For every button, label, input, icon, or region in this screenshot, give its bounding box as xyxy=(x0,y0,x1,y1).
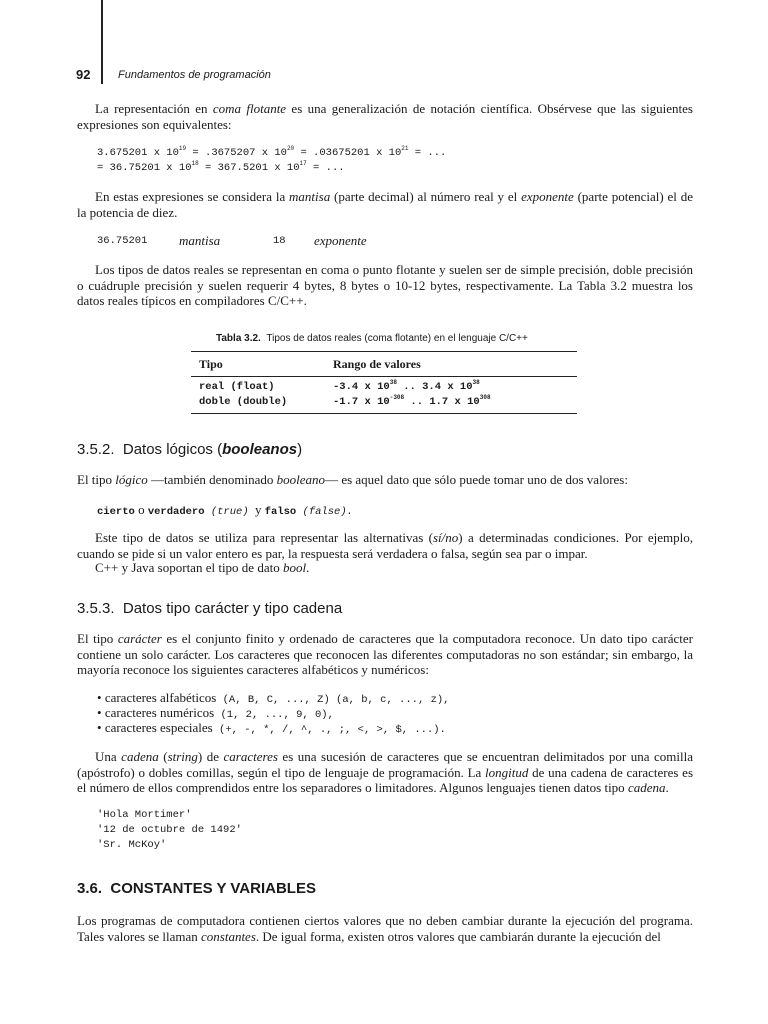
header-rule xyxy=(101,0,103,84)
example-mantissa-value: 36.75201 xyxy=(97,235,148,247)
table-row-type: real (float) xyxy=(199,381,275,393)
paragraph-constants: Los programas de computadora contienen ciertos valores que no deben cambiar durante la ejecución del programa. Tales valores se llaman constantes. De igual forma, existen otros valores que cambiarán durante la ejecución del xyxy=(77,913,693,944)
paragraph-bool-support: C++ y Java soportan el tipo de dato bool. xyxy=(95,560,310,575)
equation-line-1: 3.675201 x $10^{19} = .3675207$ x $10^{20} = .03675201$ x $10^{21}$ = ... xyxy=(97,145,447,159)
paragraph-intro: La representación en coma flotante es una generalización de notación científica. Obsérvese que las siguientes expresiones son equivalentes: xyxy=(77,101,693,132)
table-header-range: Rango de valores xyxy=(333,357,421,371)
paragraph-real-types: Los tipos de datos reales se representan en coma o punto flotante y suelen ser de simple precisión, doble precisión o cuádruple precisión y suelen requerir 4 bytes, 8 bytes o 10-12 bytes, respectivamente. La Tabla 3.2 muestra los datos reales típicos en compiladores C/C++. xyxy=(77,262,693,308)
boolean-values-line: cierto o verdadero (true) y falso (false). xyxy=(97,502,353,518)
list-item: • caracteres especiales (+, -, *, /, ^, ., ;, <, >, $, ...). xyxy=(97,720,446,736)
page-number: 92 xyxy=(76,67,91,82)
table-row-range: -1.7 x $10^{-308}$ .. 1.7 x $10^{308}$ xyxy=(333,394,491,408)
table-row-type: doble (double) xyxy=(199,396,288,408)
paragraph-logical-type: El tipo lógico —también denominado booleano— es aquel dato que sólo puede tomar uno de dos valores: xyxy=(77,472,628,487)
running-title: Fundamentos de programación xyxy=(118,69,271,81)
table-bottom-rule xyxy=(191,413,577,414)
table-row-range: -3.4 x $10^{38}$ .. 3.4 x $10^{38}$ xyxy=(333,379,480,393)
table-caption: Tabla 3.2. Tipos de datos reales (coma flotante) en el lenguaje C/C++ xyxy=(216,333,528,344)
string-example: '12 de octubre de 1492' xyxy=(97,824,242,836)
example-mantissa-label: mantisa xyxy=(179,233,221,248)
paragraph-boolean-usage: Este tipo de datos se utiliza para representar las alternativas (sí/no) a determinadas condiciones. Por ejemplo, cuando se pide si un valor entero es par, la respuesta será verdadera o falsa, según sea par o impar. xyxy=(77,530,693,561)
list-item: • caracteres numéricos (1, 2, ..., 9, 0), xyxy=(97,705,334,721)
paragraph-mantissa: En estas expresiones se considera la mantisa (parte decimal) al número real y el exponente (parte potencial) el de la potencia de diez. xyxy=(77,189,693,220)
paragraph-character-type: El tipo carácter es el conjunto finito y ordenado de caracteres que la computadora reconoce. Un dato tipo carácter contiene un solo carácter. Los caracteres que reconocen las diferentes computadoras no son estándar; sin embargo, la mayoría reconoce los siguientes caracteres alfabéticos y numéricos: xyxy=(77,631,693,677)
table-top-rule xyxy=(191,351,577,352)
paragraph-string-definition: Una cadena (string) de caracteres es una sucesión de caracteres que se encuentran delimitados por una comilla (apóstrofo) o dobles comillas, según el tipo de lenguaje de programación. La longitud de una cadena de caracteres es el número de ellos comprendidos entre los separadores o limitadores. Algunos lenguajes tienen datos tipo cadena. xyxy=(77,749,694,795)
table-header-type: Tipo xyxy=(199,357,223,371)
section-heading-3-5-2: 3.5.2. Datos lógicos (booleanos) xyxy=(77,441,303,458)
example-exponent-label: exponente xyxy=(314,233,367,248)
table-header-rule xyxy=(191,376,577,377)
example-exponent-value: 18 xyxy=(273,235,286,247)
string-example: 'Sr. McKoy' xyxy=(97,839,167,851)
list-item: • caracteres alfabéticos (A, B, C, ..., Z) (a, b, c, ..., z), xyxy=(97,690,450,706)
section-heading-3-5-3: 3.5.3. Datos tipo carácter y tipo cadena xyxy=(77,600,343,617)
section-heading-3-6: 3.6. CONSTANTES Y VARIABLES xyxy=(77,880,316,897)
equation-line-2: = 36.75201 x $10^{18} = 367.5201$ x $10^{17}$ = ... xyxy=(97,160,345,174)
string-example: 'Hola Mortimer' xyxy=(97,809,192,821)
